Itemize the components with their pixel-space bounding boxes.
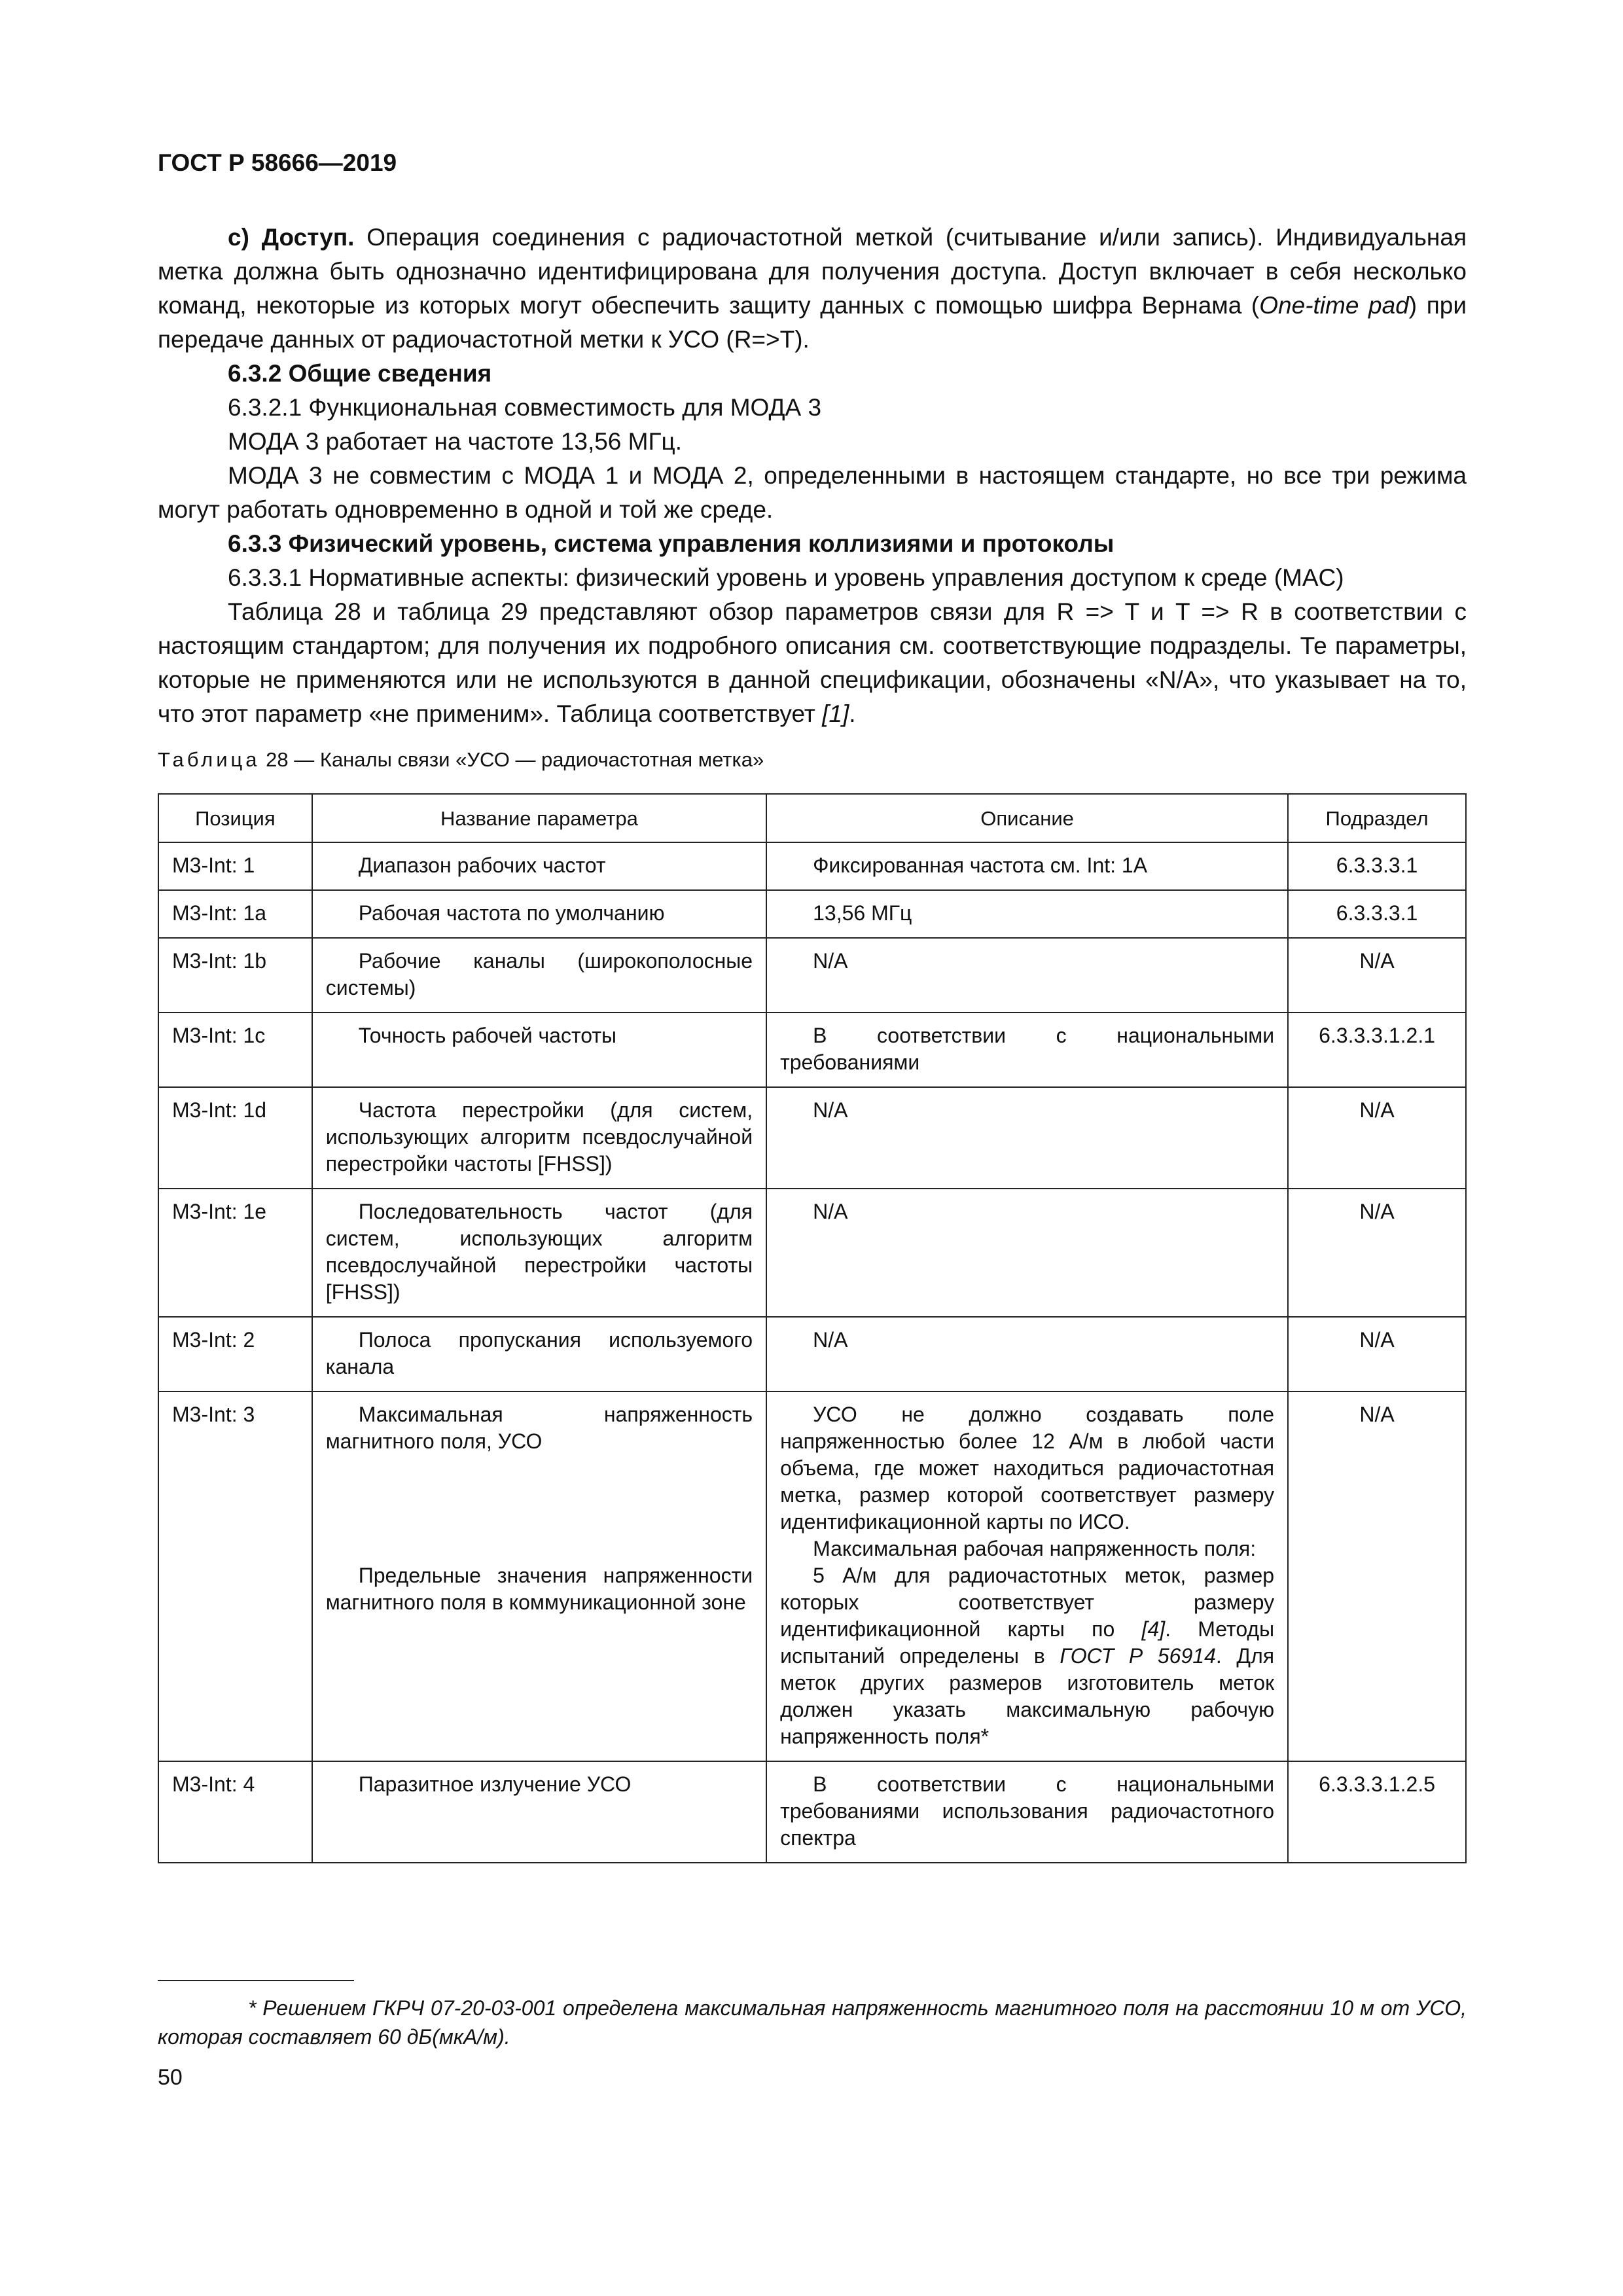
header-subsection: Подраздел	[1288, 794, 1466, 842]
table-row: M3-Int: 1b Рабочие каналы (широкополосные системы) N/A N/A	[158, 938, 1466, 1013]
page-number: 50	[158, 2065, 183, 2090]
parameters-table	[158, 793, 1467, 1863]
header-position: Позиция	[158, 794, 312, 842]
paragraph-tables-overview: Таблица 28 и таблица 29 представляют обзор параметров связи для R => T и T => R в соответствии с настоящим стандартом; для получения их подробного описания см. соответствующие подразделы. Те параметры, которые не применяются или не используются в данной спецификации, обозначены «N/A», что указывает на то, что этот параметр «не применим». Таблица соответствует [1].	[158, 598, 1467, 727]
header-parameter-name: Название параметра	[312, 794, 766, 842]
paragraph-compat: МОДА 3 не совместим с МОДА 1 и МОДА 2, определенными в настоящем стандарте, но все три режима могут работать одновременно в одной и той же среде.	[158, 462, 1467, 523]
body-text	[158, 221, 1467, 731]
subheading-6-3-2-1: 6.3.2.1 Функциональная совместимость для МОДА 3	[228, 394, 822, 421]
table-row: M3-Int: 2 Полоса пропускания используемого канала N/A N/A	[158, 1317, 1466, 1391]
table-row: M3-Int: 1 Диапазон рабочих частот Фиксированная частота см. Int: 1A 6.3.3.3.1	[158, 842, 1466, 890]
table-row: M3-Int: 1d Частота перестройки (для систем, использующих алгоритм псевдослучайной перестройки частоты [FHSS]) N/A N/A	[158, 1087, 1466, 1189]
footnote: * Решением ГКРЧ 07-20-03-001 определена максимальная напряженность магнитного поля на расстоянии 10 м от УСО, которая составляет 60 дБ(мкА/м).	[158, 1996, 1467, 2049]
header-description: Описание	[766, 794, 1288, 842]
table-header-row	[158, 794, 1466, 842]
document-id-header: ГОСТ Р 58666—2019	[158, 149, 397, 176]
paragraph-frequency: МОДА 3 работает на частоте 13,56 МГц.	[228, 428, 682, 455]
paragraph-access: с) Доступ. Операция соединения с радиочастотной меткой (считывание и/или запись). Индивидуальная метка должна быть однозначно идентифицирована для получения доступа. Доступ включает в себя несколько команд, некоторые из которых могут обеспечить защиту данных с помощью шифра Вернама (One-time pad) при передаче данных от радиочастотной метки к УСО (R=>T).	[158, 224, 1467, 353]
table-row: M3-Int: 1a Рабочая частота по умолчанию 13,56 МГц 6.3.3.3.1	[158, 890, 1466, 938]
footnote-divider	[158, 1980, 354, 1981]
table-row: M3-Int: 4 Паразитное излучение УСО В соответствии с национальными требованиями использования радиочастотного спектра 6.3.3.3.1.2.5	[158, 1761, 1466, 1863]
table-row: M3-Int: 1c Точность рабочей частоты В соответствии с национальными требованиями 6.3.3.3.1.2.1	[158, 1013, 1466, 1087]
heading-6-3-3: 6.3.3 Физический уровень, система управления коллизиями и протоколы	[228, 530, 1115, 557]
subheading-6-3-3-1: 6.3.3.1 Нормативные аспекты: физический уровень и уровень управления доступом к среде (MAC)	[228, 564, 1344, 591]
heading-6-3-2: 6.3.2 Общие сведения	[228, 360, 492, 387]
table-row: M3-Int: 1e Последовательность частот (для систем, использующих алгоритм псевдослучайной перестройки частоты [FHSS]) N/A N/A	[158, 1189, 1466, 1317]
table-caption: Таблица 28 — Каналы связи «УСО — радиочастотная метка»	[158, 748, 764, 771]
table-row: M3-Int: 3 Максимальная напряженность магнитного поля, УСО Предельные значения напряженности магнитного поля в коммуникационной зоне УСО не должно создавать поле напряженностью более 12 А/м в любой части объема, где может находиться радиочастотная метка, размер которой соответствует размеру идентификационной карты по ИСО. Максимальная рабочая напряженность поля: 5 А/м для радиочастотных меток, размер которых соответствует размеру идентификационной карты по [4]. Методы испытаний определены в ГОСТ Р 56914. Для меток других размеров изготовитель меток должен указать максимальную рабочую напряженность поля* N/A	[158, 1391, 1466, 1761]
